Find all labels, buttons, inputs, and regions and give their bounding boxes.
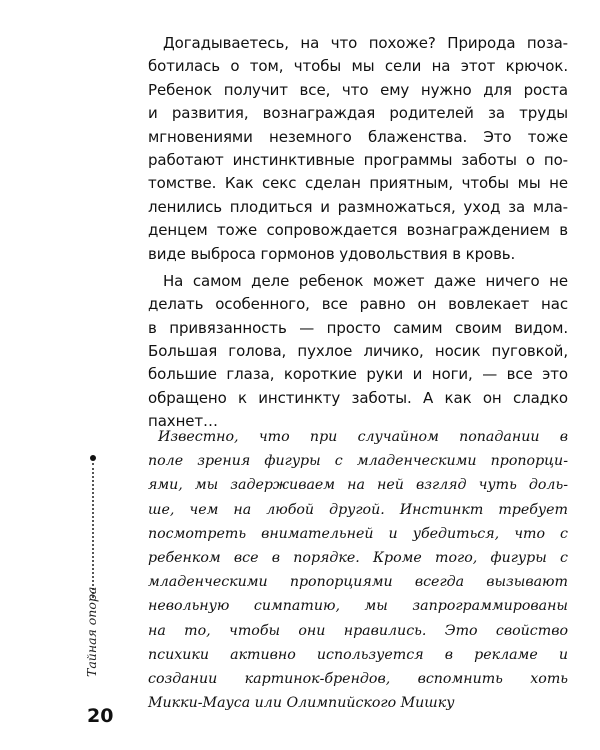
text-line: денцем тоже сопровождается вознаграждением в — [148, 221, 568, 240]
note-line: ше, чем на любой другой. Инстинкт требует — [148, 501, 568, 518]
text-line: ботилась о том, чтобы мы сели на этот крючок. — [148, 57, 568, 76]
text-line: большие глаза, короткие руки и ноги, — все это — [148, 365, 568, 384]
note-line: поле зрения фигуры с младенческими пропорци- — [148, 453, 568, 470]
dotted-rule — [92, 463, 94, 598]
italic-note — [148, 425, 568, 715]
note-line: создании картинок-брендов, вспомнить хоть — [148, 670, 568, 687]
note-line: ребенком все в порядке. Кроме того, фигуры с — [148, 549, 568, 566]
text-line: пахнет… — [148, 412, 218, 431]
text-line: На самом деле ребенок может даже ничего не — [163, 271, 568, 290]
note-line: посмотреть внимательней и убедиться, что с — [148, 525, 568, 542]
text-line: Догадываетесь, на что похоже? Природа поза- — [163, 34, 568, 52]
page-number: 20 — [87, 705, 114, 727]
text-line: ленились плодиться и размножаться, уход за мла- — [148, 197, 568, 216]
text-line: обращено к инстинкту заботы. А как он сладко — [148, 388, 568, 407]
note-line: младенческими пропорциями всегда вызывают — [148, 574, 568, 591]
text-line: работают инстинктивные программы заботы о по- — [148, 150, 568, 169]
running-title: Тайная опора — [84, 586, 99, 677]
note-line: ями, мы задерживаем на ней взгляд чуть доль- — [148, 477, 568, 494]
text-line: делать особенного, все равно он вовлекает нас — [148, 295, 568, 314]
text-line: в привязанность — просто самим своим видом. — [148, 318, 568, 337]
paragraph-1 — [148, 32, 568, 266]
note-line: Известно, что при случайном попадании в — [158, 429, 568, 445]
text-line: Большая голова, пухлое личико, носик пуговкой, — [148, 342, 568, 361]
note-line: невольную симпатию, мы запрограммированы — [148, 598, 568, 615]
note-line: Микки-Мауса или Олимпийского Мишку — [148, 695, 455, 712]
text-line: мгновениями неземного блаженства. Это тоже — [148, 127, 568, 146]
main-text — [148, 32, 568, 434]
note-line: на то, чтобы они нравились. Это свойство — [148, 622, 568, 639]
bullet-dot-icon — [90, 455, 96, 461]
paragraph-2 — [148, 270, 568, 434]
running-title-margin — [82, 455, 106, 700]
text-line: Ребенок получит все, что ему нужно для роста — [148, 80, 568, 99]
note-line: психики активно используется в рекламе и — [148, 646, 568, 663]
text-line: виде выброса гормонов удовольствия в кровь. — [148, 244, 516, 263]
text-line: и развития, вознаграждая родителей за труды — [148, 104, 568, 123]
text-line: томстве. Как секс сделан приятным, чтобы мы не — [148, 174, 568, 193]
